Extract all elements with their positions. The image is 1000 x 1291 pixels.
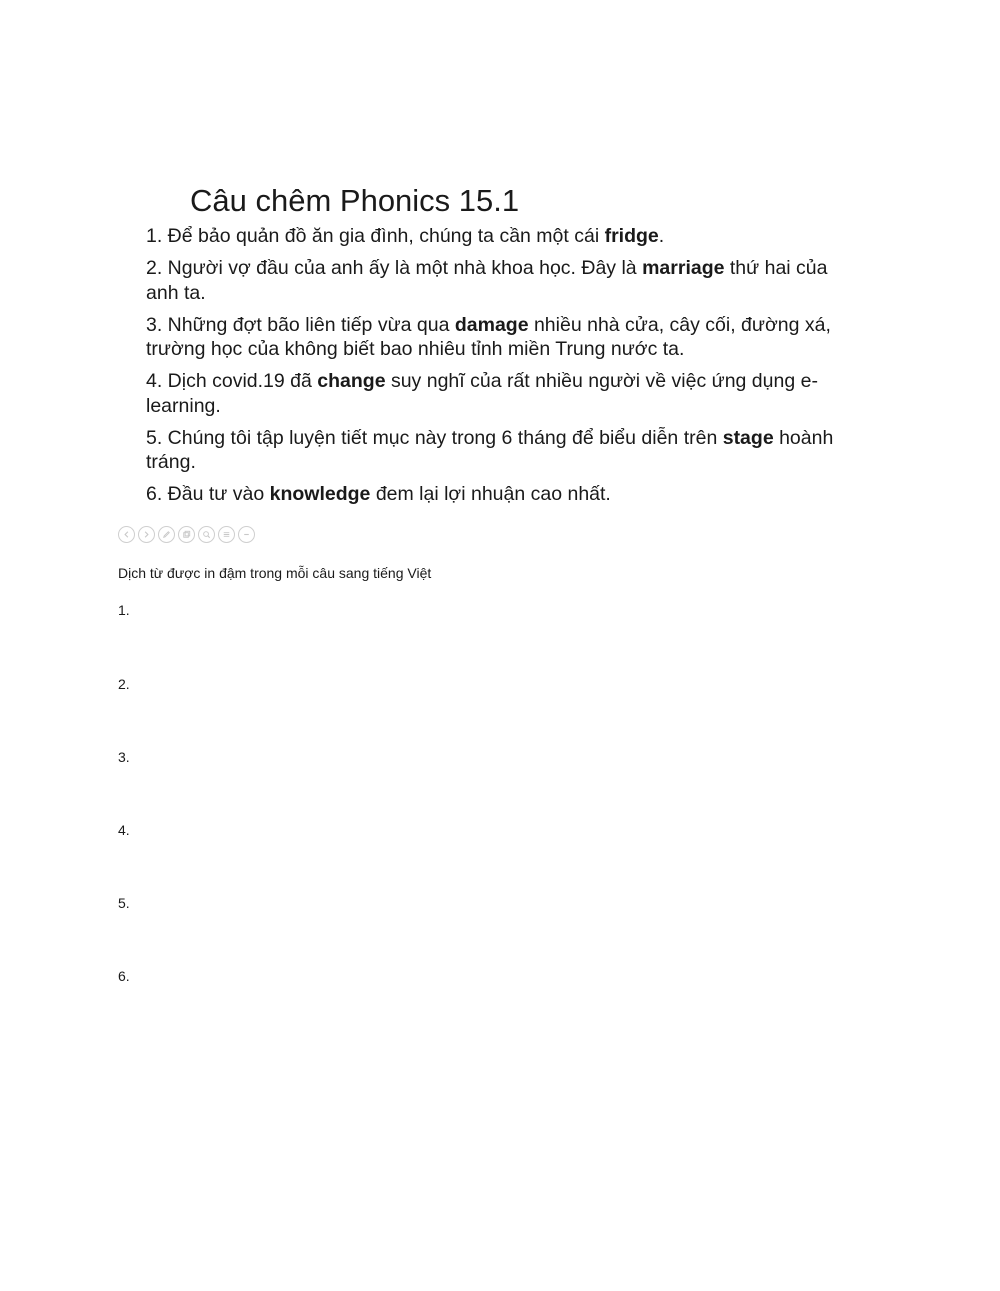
answer-row-4 [118, 821, 818, 861]
answer-input-1[interactable] [148, 597, 752, 625]
more-icon [241, 529, 252, 540]
zoom-button[interactable] [198, 526, 215, 543]
sentence-text: nhiều nhà cửa, cây cối, đường xá, trường học của không biết bao nhiêu tỉnh miền Trung nước ta. [146, 313, 831, 360]
more-button[interactable] [238, 526, 255, 543]
zoom-icon [201, 529, 212, 540]
bold-word: marriage [642, 257, 725, 279]
sentence-1 [146, 224, 861, 249]
sentence-text: 4. Dịch covid.19 đã [146, 370, 318, 392]
sentence-text: 5. Chúng tôi tập luyện tiết mục này trong 6 tháng để biểu diễn trên [146, 426, 723, 449]
sentence-text: suy nghĩ của rất nhiều người về việc ứng dụng e-learning. [146, 370, 818, 417]
instruction-text: Dịch từ được in đậm trong mỗi câu sang tiếng Việt [118, 565, 432, 581]
answer-number: 1. [118, 602, 130, 618]
bold-word: change [317, 370, 386, 392]
next-button[interactable] [138, 526, 155, 543]
answer-number: 4. [118, 822, 130, 838]
slide-title: Câu chêm Phonics 15.1 [190, 183, 520, 218]
sentence-list [146, 224, 861, 514]
answer-number: 3. [118, 749, 130, 765]
sentence-text: hoành tráng. [146, 426, 834, 473]
answer-row-5 [118, 894, 818, 934]
answer-number: 6. [118, 968, 130, 984]
sentence-6 [146, 482, 861, 507]
sentence-4 [146, 369, 861, 418]
sentence-2 [146, 256, 861, 305]
sentence-text: 6. Đầu tư vào [146, 483, 270, 505]
sentence-text: đem lại lợi nhuận cao nhất. [370, 483, 611, 505]
bold-word: stage [722, 426, 774, 449]
menu-button[interactable] [218, 526, 235, 543]
answer-row-2 [118, 675, 818, 715]
sentence-5 [146, 426, 861, 475]
sentence-text: 2. Người vợ đầu của anh ấy là một nhà khoa học. Đây là [146, 257, 643, 279]
bold-word: damage [454, 313, 529, 336]
answer-row-6 [118, 967, 818, 1007]
answer-input-2[interactable] [148, 671, 752, 699]
next-icon [141, 529, 152, 540]
copy-button[interactable] [178, 526, 195, 543]
previous-icon [121, 529, 132, 540]
pen-icon [161, 529, 172, 540]
answer-row-1 [118, 601, 818, 641]
sentence-text: 3. Những đợt bão liên tiếp vừa qua [146, 313, 455, 336]
slide-toolbar [118, 526, 255, 546]
answer-number: 2. [118, 676, 130, 692]
sentence-text: thứ hai của anh ta. [146, 257, 828, 304]
sentence-text: . [658, 225, 665, 247]
answer-input-6[interactable] [148, 963, 752, 991]
answer-number: 5. [118, 895, 130, 911]
pen-button[interactable] [158, 526, 175, 543]
bold-word: knowledge [269, 483, 371, 505]
answer-row-3 [118, 748, 818, 788]
sentence-text: 1. Để bảo quản đồ ăn gia đình, chúng ta cần một cái [146, 225, 605, 247]
menu-icon [221, 529, 232, 540]
previous-button[interactable] [118, 526, 135, 543]
bold-word: fridge [604, 225, 659, 247]
answer-input-5[interactable] [148, 890, 752, 918]
copy-icon [181, 529, 192, 540]
answer-input-3[interactable] [148, 744, 752, 772]
answer-input-4[interactable] [148, 817, 752, 845]
sentence-3 [146, 313, 861, 362]
